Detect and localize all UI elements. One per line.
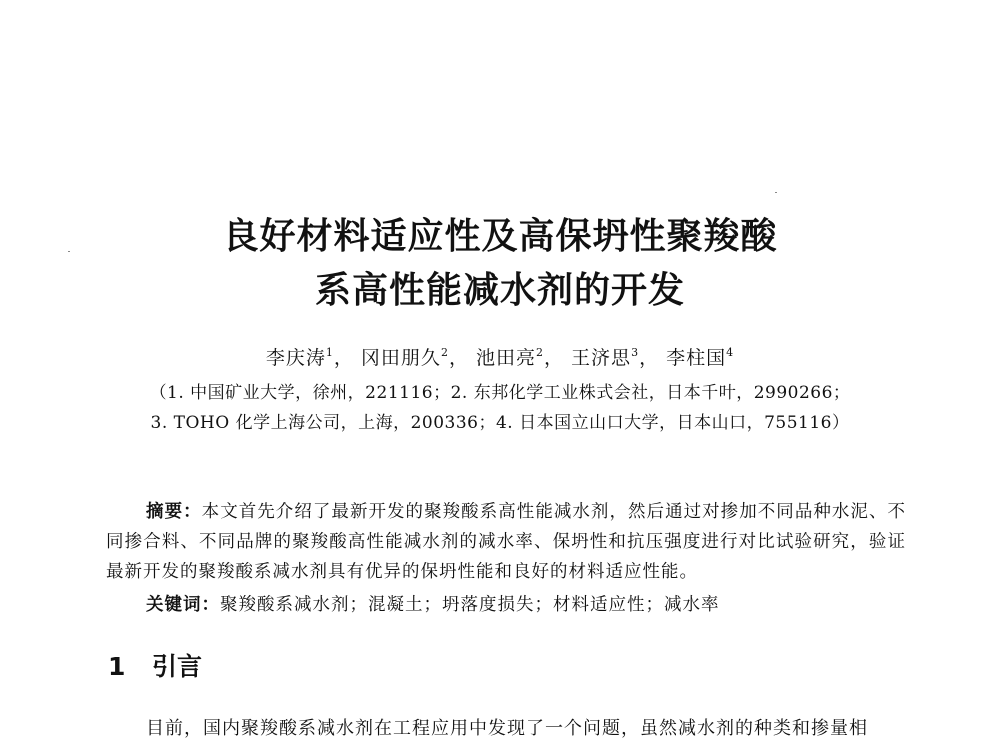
author-name: 冈田朋久 [360, 347, 441, 369]
author-affiliation-mark: 1 [325, 346, 334, 359]
paper-title-line-2: 系高性能减水剂的开发 [314, 270, 685, 311]
paper-title-line-1: 良好材料适应性及高保坍性聚羧酸 [222, 216, 778, 257]
section-number: 1 [108, 652, 126, 681]
author-name: 池田亮 [475, 347, 536, 369]
keywords [146, 591, 906, 616]
keywords-text: 聚羧酸系减水剂；混凝土；坍落度损失；材料适应性；减水率 [220, 595, 720, 615]
section-title: 引言 [152, 652, 203, 681]
abstract-text: 本文首先介绍了最新开发的聚羧酸系高性能减水剂，然后通过对掺加不同品种水泥、不同掺合料、不同品牌的聚羧酸高性能减水剂的减水率、保坍性和抗压强度进行对比试验研究，验证最新开发的聚羧酸系减水剂具有优异的保坍性能和良好的材料适应性能。 [106, 502, 907, 582]
author-name: 李庆涛 [265, 347, 326, 369]
author-affiliation-mark: 3 [631, 346, 640, 359]
author-affiliation-mark: 2 [536, 346, 544, 359]
body-paragraph: 目前，国内聚羧酸系减水剂在工程应用中发现了一个问题，虽然减水剂的种类和掺量相 [146, 718, 868, 739]
abstract [106, 497, 906, 587]
scan-speck [775, 192, 777, 193]
author-name: 王济思 [571, 347, 632, 369]
section-heading [108, 647, 202, 683]
keywords-label: 关键词： [146, 595, 220, 615]
author-name: 李柱国 [666, 347, 727, 369]
abstract-label: 摘要： [146, 502, 202, 522]
affiliations-line-2: 3. TOHO 化学上海公司，上海，200336；4. 日本国立山口大学，日本山口，755116） [150, 413, 850, 433]
author-affiliation-mark: 2 [440, 346, 449, 359]
author-affiliation-mark: 4 [726, 346, 735, 359]
author-list: 李庆涛$^1$， 冈田朋久$^2$， 池田亮$^2$， 王济思$^3$， 李柱国$^4$ [265, 346, 735, 369]
affiliations-line-1: （1. 中国矿业大学，徐州，221116；2. 东邦化学工业株式会社，日本千叶，2990266； [149, 383, 851, 403]
